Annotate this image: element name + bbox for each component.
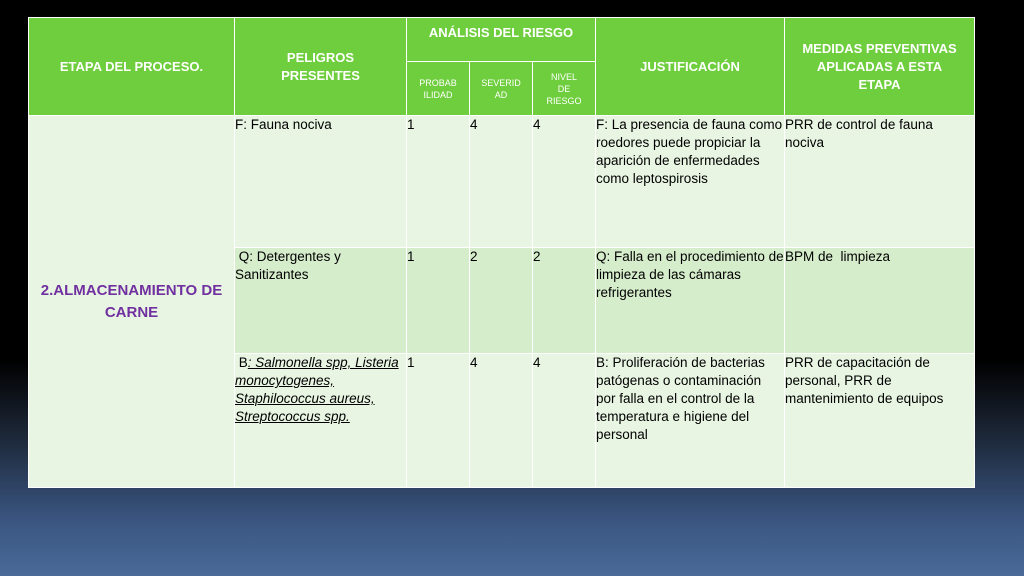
row-1-nivel: 4 — [533, 116, 596, 248]
row-1-justificacion: F: La presencia de fauna como roedores puede propiciar la aparición de enfermedades como leptospirosis — [596, 116, 785, 248]
stage-cell: 2.ALMACENAMIENTO DE CARNE — [29, 116, 235, 488]
row-3-probabilidad: 1 — [407, 354, 470, 488]
hazard-analysis-table — [28, 17, 975, 488]
row-2-severidad: 2 — [470, 248, 533, 354]
header-probabilidad: PROBAB ILIDAD — [407, 62, 470, 116]
header-analisis-riesgo: ANÁLISIS DEL RIESGO — [407, 18, 596, 62]
row-1-peligro: F: Fauna nociva — [235, 116, 407, 248]
row-3-peligro — [235, 354, 407, 488]
row-2-peligro: Q: Detergentes y Sanitizantes — [235, 248, 407, 354]
row-2-medidas: BPM de limpieza — [785, 248, 975, 354]
row-2-probabilidad: 1 — [407, 248, 470, 354]
row-1-probabilidad: 1 — [407, 116, 470, 248]
row-1-medidas: PRR de control de fauna nociva — [785, 116, 975, 248]
header-peligros: PELIGROS PRESENTES — [235, 18, 407, 116]
row-2-nivel: 2 — [533, 248, 596, 354]
header-medidas: MEDIDAS PREVENTIVAS APLICADAS A ESTA ETAPA — [785, 18, 975, 116]
row-3-peligro-prefix: B — [235, 355, 248, 370]
header-nivel-riesgo: NIVEL DE RIESGO — [533, 62, 596, 116]
row-3-peligro-organisms: : Salmonella spp, Listeria monocytogenes, Staphilococcus aureus, Streptococcus spp. — [235, 355, 399, 424]
row-3-nivel: 4 — [533, 354, 596, 488]
row-2-justificacion: Q: Falla en el procedimiento de limpieza de las cámaras refrigerantes — [596, 248, 785, 354]
header-severidad: SEVERID AD — [470, 62, 533, 116]
row-3-severidad: 4 — [470, 354, 533, 488]
header-etapa: ETAPA DEL PROCESO. — [29, 18, 235, 116]
header-justificacion: JUSTIFICACIÓN — [596, 18, 785, 116]
row-3-medidas: PRR de capacitación de personal, PRR de mantenimiento de equipos — [785, 354, 975, 488]
row-3-justificacion: B: Proliferación de bacterias patógenas o contaminación por falla en el control de la temperatura e higiene del personal — [596, 354, 785, 488]
row-1-severidad: 4 — [470, 116, 533, 248]
